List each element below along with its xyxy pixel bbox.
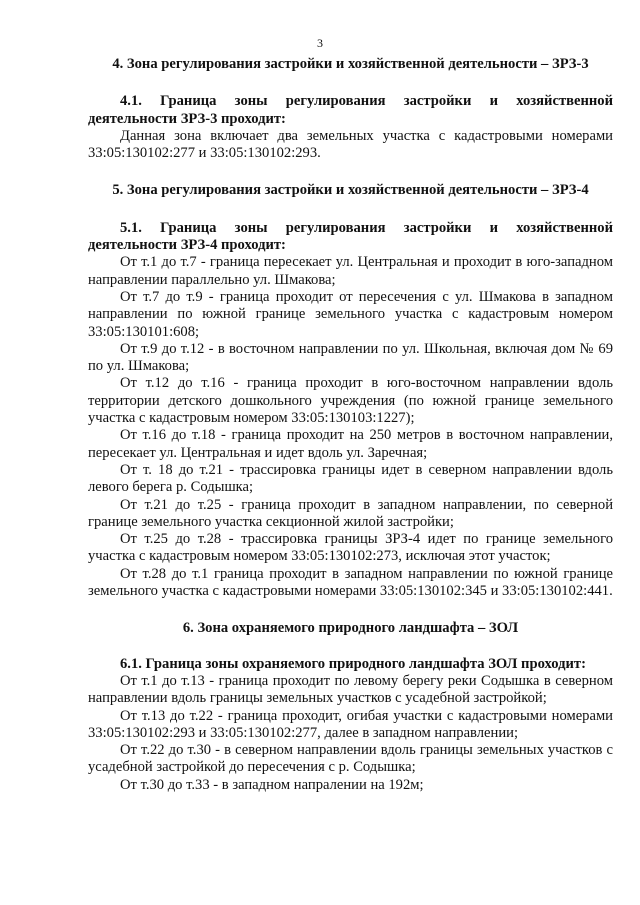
paragraph: От т.30 до т.33 - в западном напралении на 192м; — [120, 776, 424, 793]
paragraph: От т.1 до т.13 - граница проходит по левому берегу реки Содышка в северном направлении вдоль границы земельных участков с усадебной застройкой; — [88, 672, 613, 707]
paragraph: От т.16 до т.18 - граница проходит на 250 метров в восточном направлении, пересекает ул. Центральная и идет вдоль ул. Заречная; — [88, 427, 613, 461]
paragraph: От т.28 до т.1 граница проходит в западном направлении по южной границе земельного участка с кадастровыми номерами 33:05:130102:345 и 33:05:130102:441. — [88, 565, 613, 600]
paragraph: От т.21 до т.25 - граница проходит в западном направлении, по северной границе земельного участка секционной жилой застройки; — [88, 496, 613, 530]
paragraph: От т.25 до т.28 - трассировка границы ЗРЗ-4 идет по границе земельного участка с кадастровым номером 33:05:130102:273, исключая этот участок; — [88, 531, 613, 565]
paragraph: От т.22 до т.30 - в северном направлении вдоль границы земельных участков с усадебной застройкой до пересечения с р. Содышка; — [88, 742, 613, 776]
paragraph: От т.1 до т.7 - граница пересекает ул. Центральная и проходит в юго-западном направлении параллельно ул. Шмакова; — [88, 254, 613, 288]
section-4-title: 4. Зона регулирования застройки и хозяйственной деятельности – ЗРЗ-3 — [112, 56, 589, 72]
document-body — [88, 56, 613, 794]
section-4-1-subtitle: 4.1. Граница зоны регулирования застройки и хозяйственной деятельности ЗРЗ-3 проходит: — [88, 93, 613, 127]
paragraph: От т.13 до т.22 - граница проходит, огибая участки с кадастровыми номерами 33:05:130102:293 и 33:05:130102:277, далее в западном направлении; — [88, 707, 613, 741]
paragraph: От т.7 до т.9 - граница проходит от пересечения с ул. Шмакова в западном направлении по южной границе земельного участка с кадастровым номером 33:05:130101:608; — [88, 288, 613, 340]
paragraph: От т. 18 до т.21 - трассировка границы идет в северном направлении вдоль левого берега р. Содышка; — [88, 461, 613, 496]
section-6-title: 6. Зона охраняемого природного ландшафта – ЗОЛ — [182, 620, 519, 637]
paragraph: От т.9 до т.12 - в восточном направлении по ул. Школьная, включая дом № 69 по ул. Шмакова; — [88, 340, 613, 375]
section-6-1-subtitle: 6.1. Граница зоны охраняемого природного ландшафта ЗОЛ проходит: — [120, 655, 586, 672]
page-number: 3 — [317, 36, 323, 50]
paragraph: От т.12 до т.16 - граница проходит в юго-восточном направлении вдоль территории детского дошкольного учреждения (по южной границе земельного участка с кадастровым номером 33:05:130103:1227); — [88, 375, 613, 427]
section-5-1-subtitle: 5.1. Граница зоны регулирования застройки и хозяйственной деятельности ЗРЗ-4 проходит: — [88, 219, 613, 254]
paragraph: Данная зона включает два земельных участка с кадастровыми номерами 33:05:130102:277 и 33:05:130102:293. — [88, 127, 613, 162]
section-5-title: 5. Зона регулирования застройки и хозяйственной деятельности – ЗРЗ-4 — [112, 182, 589, 199]
